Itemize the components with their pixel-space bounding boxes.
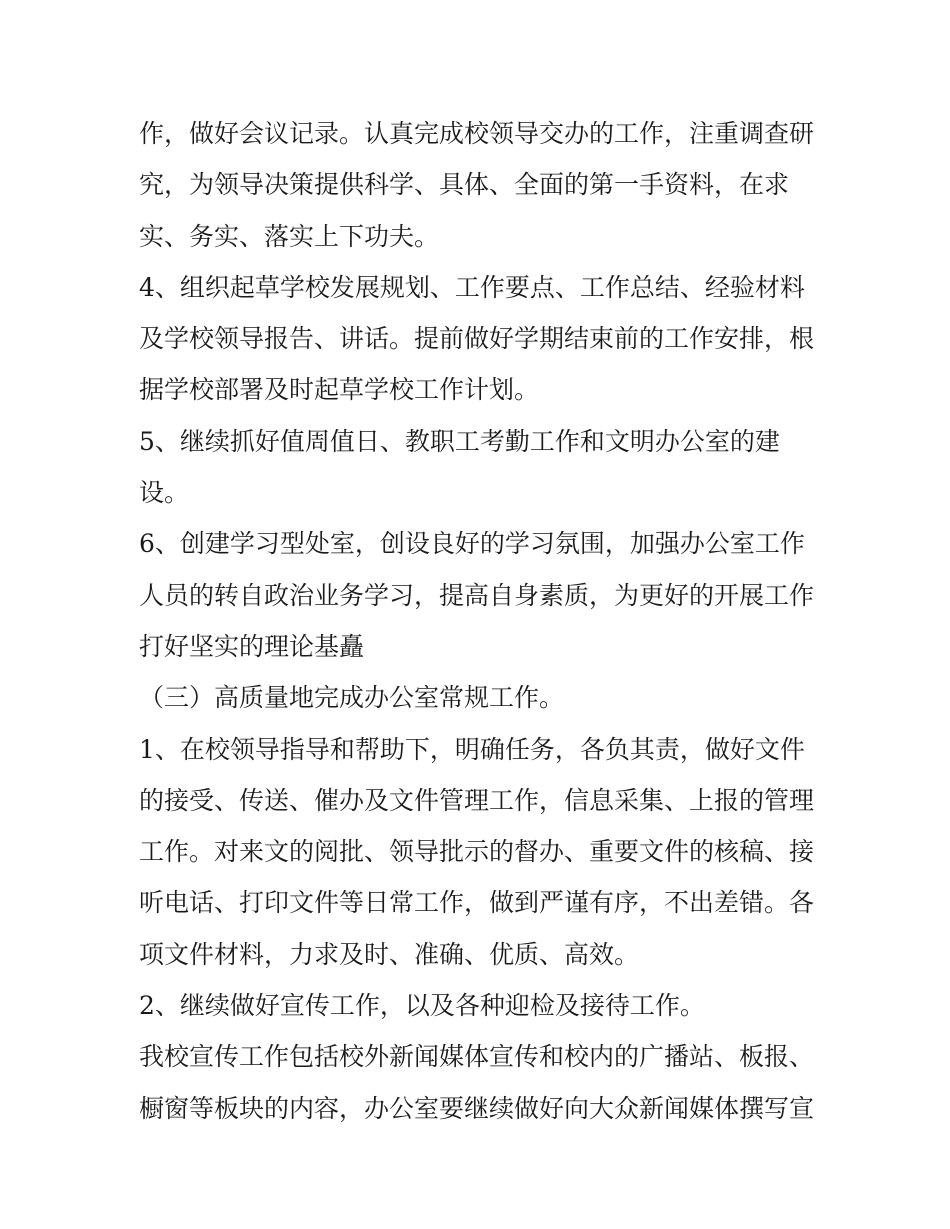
text-line: 及学校领导报告、讲话。提前做好学期结束前的工作安排，根 bbox=[139, 324, 815, 354]
text-line: 我校宣传工作包括校外新闻媒体宣传和校内的广播站、板报、 bbox=[139, 1042, 815, 1072]
text-line: 设。 bbox=[139, 478, 190, 508]
text-line: 5、继续抓好值周值日、教职工考勤工作和文明办公室的建 bbox=[139, 426, 780, 456]
text-line: 听电话、打印文件等日常工作，做到严谨有序，不出差错。各 bbox=[139, 888, 815, 918]
text-line: 人员的转自政治业务学习，提高自身素质，为更好的开展工作 bbox=[139, 580, 815, 610]
text-line: 据学校部署及时起草学校工作计划。 bbox=[139, 375, 540, 405]
text-line: 作，做好会议记录。认真完成校领导交办的工作，注重调查研 bbox=[139, 119, 815, 148]
text-line: 1、在校领导指导和帮助下，明确任务，各负其责，做好文件 bbox=[139, 734, 805, 764]
section-heading: （三）高质量地完成办公室常规工作。 bbox=[139, 683, 565, 713]
text-line: 4、组织起草学校发展规划、工作要点、工作总结、经验材料 bbox=[139, 272, 805, 302]
document-body bbox=[139, 108, 819, 1134]
text-line: 究，为领导决策提供科学、具体、全面的第一手资料，在求 bbox=[139, 170, 790, 200]
text-line: 打好坚实的理论基矗 bbox=[139, 631, 365, 661]
text-line: 橱窗等板块的内容，办公室要继续做好向大众新闻媒体撰写宣 bbox=[139, 1093, 815, 1123]
text-line: 的接受、传送、催办及文件管理工作，信息采集、上报的管理 bbox=[139, 785, 815, 815]
text-line: 6、创建学习型处室，创设良好的学习氛围，加强办公室工作 bbox=[139, 529, 805, 559]
text-line: 工作。对来文的阅批、领导批示的督办、重要文件的核稿、接 bbox=[139, 837, 815, 867]
text-line: 项文件材料，力求及时、准确、优质、高效。 bbox=[139, 939, 640, 969]
text-line: 实、务实、落实上下功夫。 bbox=[139, 221, 440, 251]
text-line: 2、继续做好宣传工作，以及各种迎检及接待工作。 bbox=[139, 991, 705, 1021]
